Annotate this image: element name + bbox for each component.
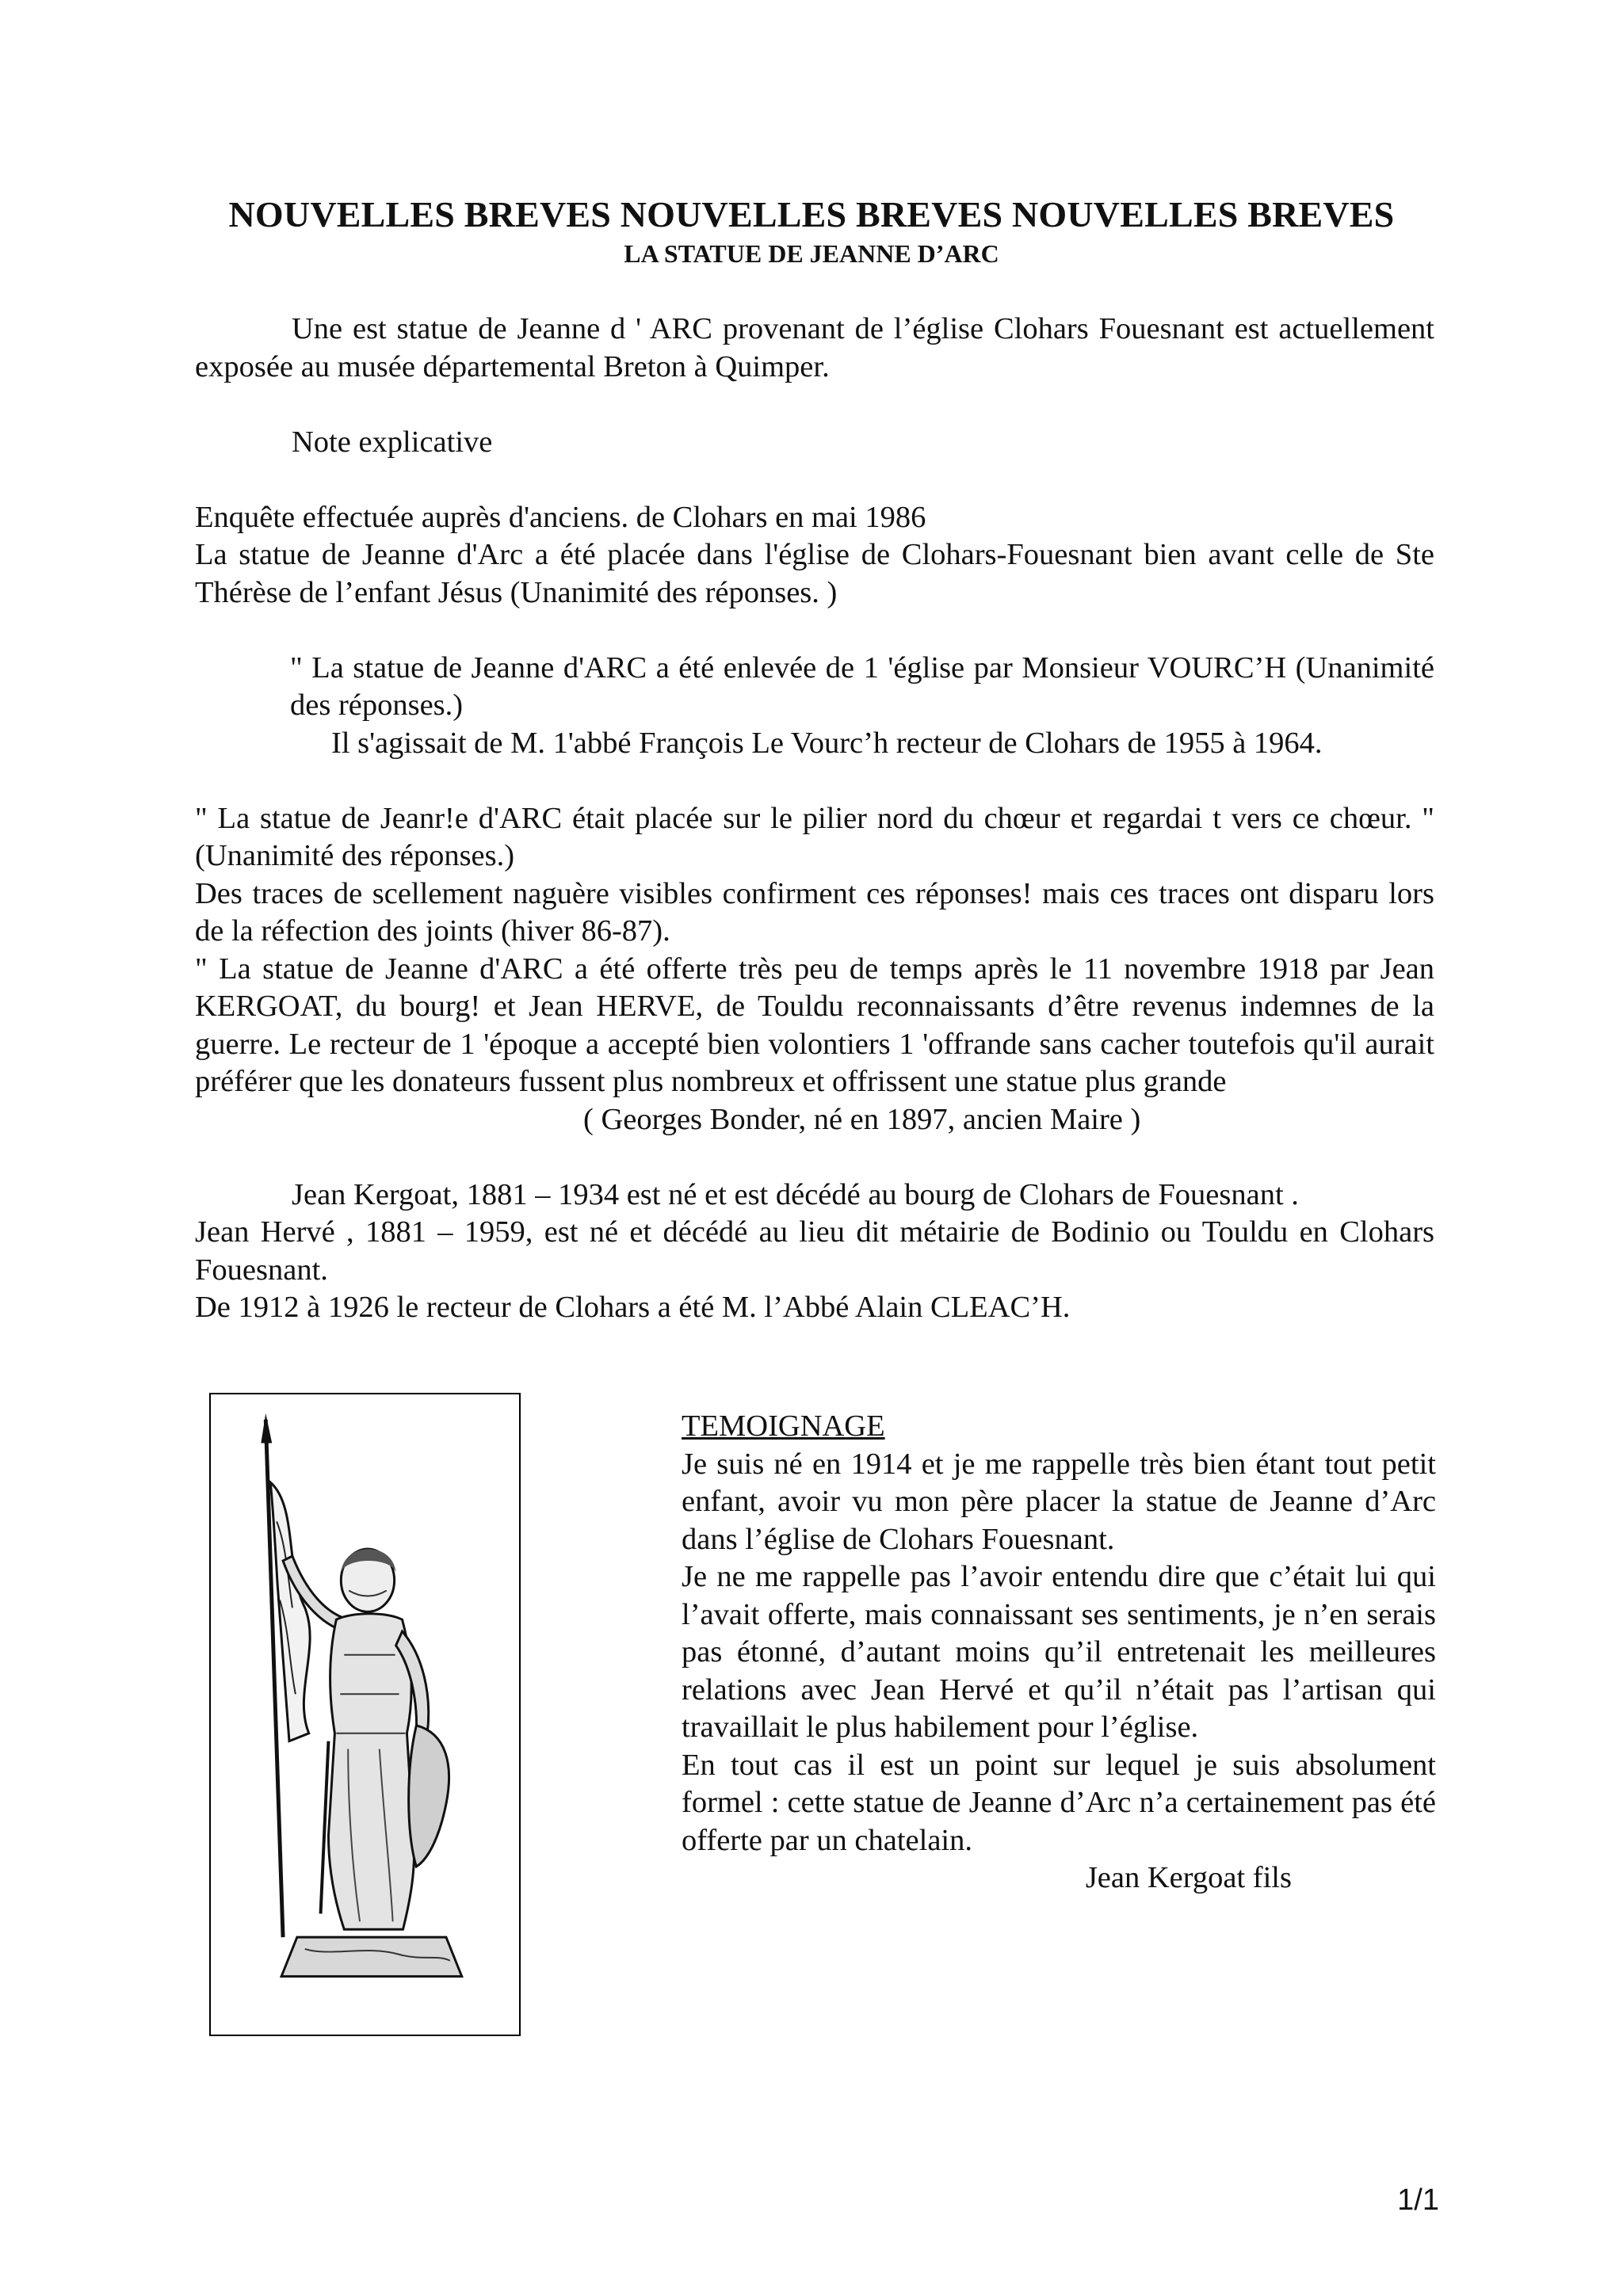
testimony-heading: TEMOIGNAGE xyxy=(682,1409,885,1443)
quote2-paragraph: " La statue de Jeanr!e d'ARC était placée sur le pilier nord du chœur et regardai t vers ce chœur. " (Unanimité des réponses.) xyxy=(195,801,1434,872)
enquete-line: Enquête effectuée auprès d'anciens. de Clohars en mai 1986 xyxy=(195,500,926,534)
page-title: NOUVELLES BREVES NOUVELLES BREVES NOUVELLES BREVES xyxy=(228,194,1395,235)
testimony-section xyxy=(682,1408,1436,1897)
enquete-paragraph: La statue de Jeanne d'Arc a été placée dans l'église de Clohars-Fouesnant bien avant celle de Ste Thérèse de l’enfant Jésus (Unanimité des réponses. ) xyxy=(195,538,1434,609)
source-line: ( Georges Bonder, né en 1897, ancien Maire ) xyxy=(583,1102,1141,1136)
page-subtitle: LA STATUE DE JEANNE D’ARC xyxy=(624,239,999,268)
quote1-note: Il s'agissait de M. 1'abbé François Le Vourc’h recteur de Clohars de 1955 à 1964. xyxy=(331,726,1323,760)
testimony-paragraph-1: Je suis né en 1914 et je me rappelle très bien étant tout petit enfant, avoir vu mon père placer la statue de Jeanne d’Arc dans l’église de Clohars Fouesnant. xyxy=(682,1447,1436,1556)
statue-photo xyxy=(209,1393,521,2036)
bio-kergoat: Jean Kergoat, 1881 – 1934 est né et est décédé au bourg de Clohars de Fouesnant . xyxy=(292,1177,1299,1211)
intro-paragraph: Une est statue de Jeanne d ' ARC provenant de l’église Clohars Fouesnant est actuellement exposée au musée départemental Breton à Quimper. xyxy=(195,312,1434,383)
note-label: Note explicative xyxy=(292,425,493,459)
testimony-paragraph-3: En tout cas il est un point sur lequel je suis absolument formel : cette statue de Jeanne d’Arc n’a certainement pas été offerte par un chatelain. xyxy=(682,1748,1436,1857)
quote1-paragraph: " La statue de Jeanne d'ARC a été enlevée de 1 'église par Monsieur VOURC’H (Unanimité des réponses.) xyxy=(290,650,1434,722)
statue-illustration-icon xyxy=(211,1394,519,2035)
page-number: 1/1 xyxy=(1397,2183,1439,2217)
bio-recteur: De 1912 à 1926 le recteur de Clohars a été M. l’Abbé Alain CLEAC’H. xyxy=(195,1291,1071,1324)
testimony-paragraph-2: Je ne me rappelle pas l’avoir entendu dire que c’était lui qui l’avait offerte, mais connaissant ses sentiments, je n’en serais pas étonné, d’autant moins qu’il entretenait les meilleures relations avec Jean Hervé et qu’il n’était pas l’artisan qui travaillait le plus habilement pour l’église. xyxy=(682,1560,1436,1744)
bio-herve: Jean Hervé , 1881 – 1959, est né et décédé au lieu dit métairie de Bodinio ou Touldu en Clohars Fouesnant. xyxy=(195,1215,1434,1287)
intro-section xyxy=(195,311,1434,1327)
offrande-paragraph: " La statue de Jeanne d'ARC a été offerte très peu de temps après le 11 novembre 1918 par Jean KERGOAT, du bourg! et Jean HERVE, de Touldu reconnaissants d’être revenus indemnes de la guerre. Le recteur de 1 'époque a accepté bien volontiers 1 'offrande sans cacher toutefois qu'il aurait préférer que les donateurs fussent plus nombreux et offrissent une statue plus grande xyxy=(195,952,1434,1098)
traces-paragraph: Des traces de scellement naguère visibles confirment ces réponses! mais ces traces ont disparu lors de la réfection des joints (hiver 86-87). xyxy=(195,876,1434,948)
testimony-signature: Jean Kergoat fils xyxy=(1085,1861,1292,1894)
quote1-block xyxy=(195,650,1434,763)
